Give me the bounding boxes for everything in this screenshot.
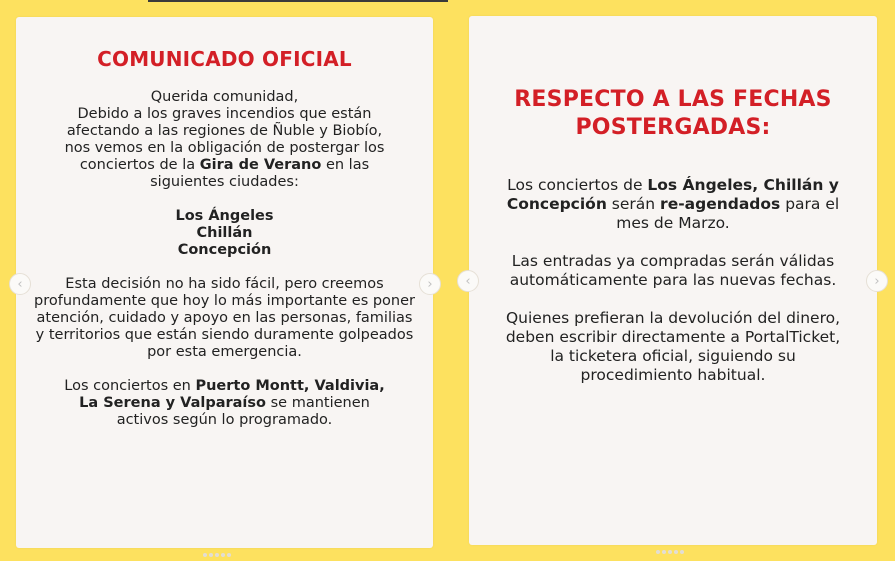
reschedule-text-1: Los conciertos de xyxy=(507,176,648,194)
slide-2-title: RESPECTO A LAS FECHAS POSTERGADAS: xyxy=(514,87,832,140)
reschedule-keyword: re-agendados xyxy=(660,195,781,213)
top-edge xyxy=(0,0,895,3)
next-slide-button-right[interactable]: › xyxy=(866,270,888,292)
city-item: Concepción xyxy=(177,242,272,258)
reschedule-text-3: para el mes de Marzo. xyxy=(616,195,840,232)
slide-2-body xyxy=(469,176,877,385)
active-concerts-paragraph xyxy=(34,378,415,429)
prev-slide-button-right[interactable]: ‹ xyxy=(457,270,479,292)
reschedule-cities: Los Ángeles, Chillán y Concepción xyxy=(506,176,839,213)
intro-text-1: Debido a los graves incendios que están afectando a las regiones de Ñuble y Biobío, nos vemos en la obligación de postergar los conciertos de la xyxy=(64,106,385,173)
city-item: Los Ángeles xyxy=(175,208,274,224)
announcement-slide-2 xyxy=(469,16,877,545)
announcement-slide-1 xyxy=(16,17,433,548)
intro-text-2: en las siguientes ciudades: xyxy=(150,157,370,190)
active-text-1: Los conciertos en xyxy=(64,378,196,394)
prev-slide-button-left[interactable]: ‹ xyxy=(9,273,31,295)
refund-paragraph: Quienes prefieran la devolución del dinero, deben escribir directamente a PortalTicket, la ticketera oficial, siguiendo su procedimiento habitual. xyxy=(505,309,841,384)
intro-paragraph xyxy=(34,106,415,191)
slide-1-title: COMUNICADO OFICIAL xyxy=(97,47,352,71)
slide-1-body xyxy=(16,89,433,429)
slide-2-indicator xyxy=(655,539,685,545)
city-list xyxy=(34,208,415,259)
city-item: Chillán xyxy=(196,225,253,241)
active-text-2: se mantienen activos según lo programado. xyxy=(116,395,370,428)
intro-tour-name: Gira de Verano xyxy=(199,157,322,173)
slide-1-indicator xyxy=(202,542,232,548)
top-edge-shadow xyxy=(148,0,448,2)
active-cities: Puerto Montt, Valdivia, La Serena y Valparaíso xyxy=(79,378,385,411)
tickets-valid-paragraph: Las entradas ya compradas serán válidas automáticamente para las nuevas fechas. xyxy=(509,252,837,289)
reschedule-text-2: serán xyxy=(606,195,661,213)
next-slide-button-left[interactable]: › xyxy=(419,273,441,295)
greeting-text: Querida comunidad, xyxy=(150,89,299,105)
reschedule-paragraph xyxy=(499,176,847,233)
decision-paragraph: Esta decisión no ha sido fácil, pero creemos profundamente que hoy lo más importante es poner atención, cuidado y apoyo en las personas, familias y territorios que están siendo duramente golpeados por esta emergencia. xyxy=(34,276,416,360)
